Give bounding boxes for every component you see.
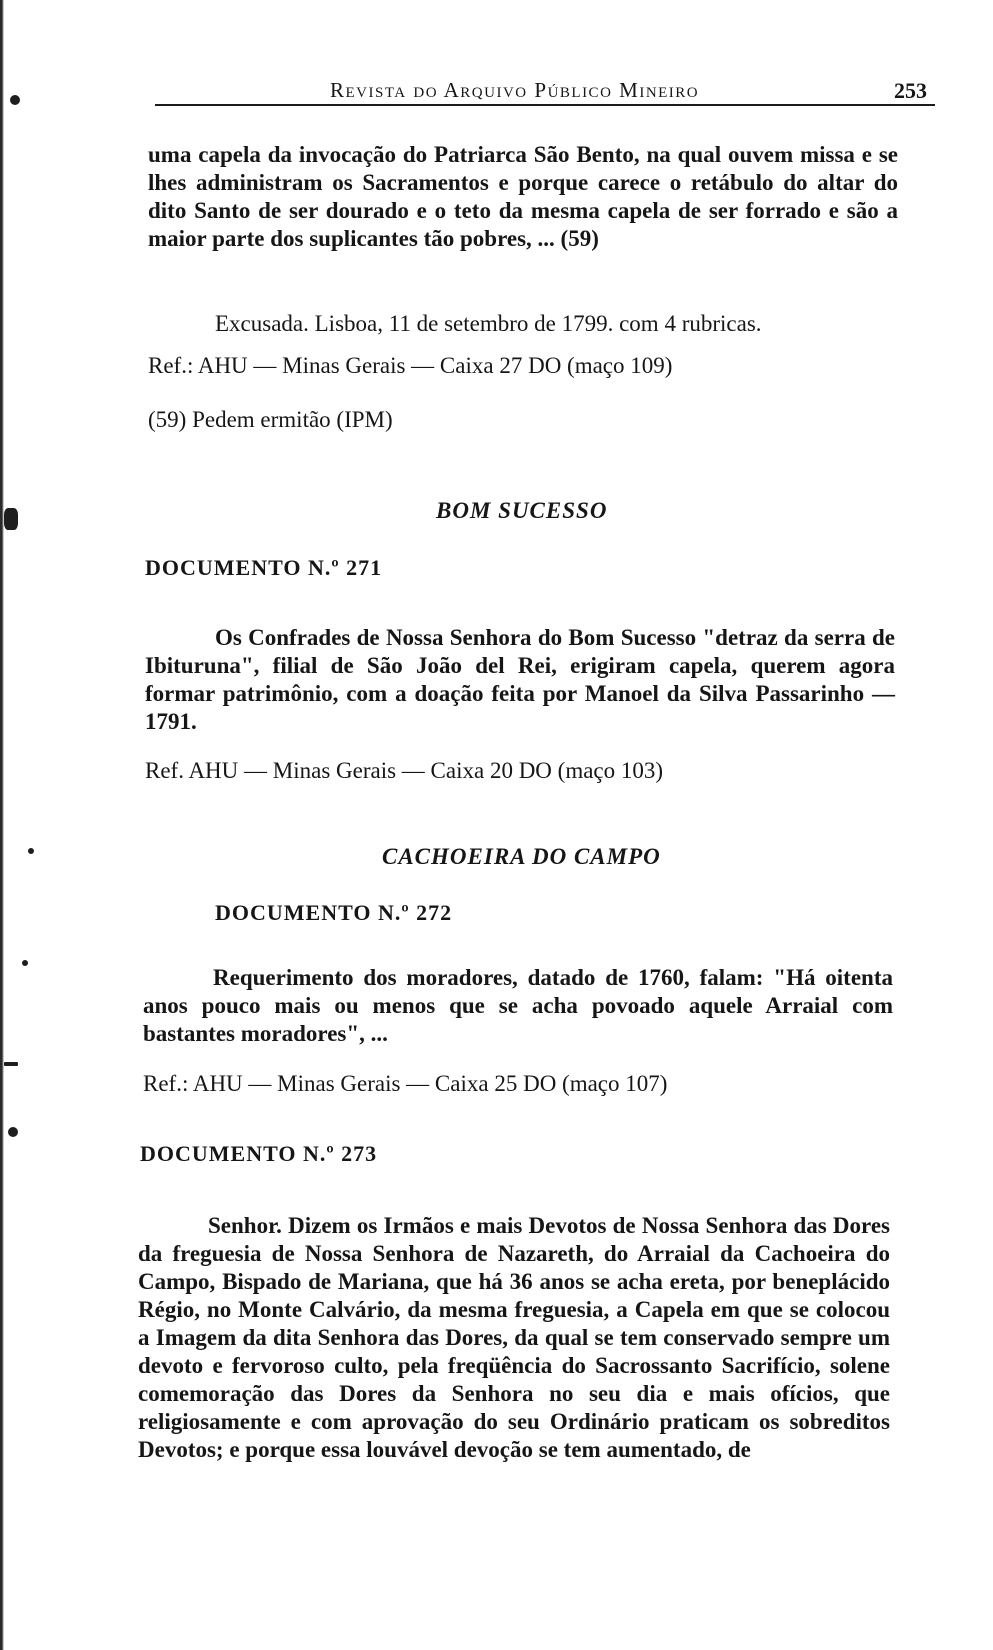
scan-left-edge [0,0,6,1650]
page-number: 253 [894,78,927,103]
footnote-59: (59) Pedem ermitão (IPM) [148,407,393,432]
document-heading-272: DOCUMENTO N.º 272 [215,900,453,925]
intro-paragraph: uma capela da invocação do Patriarca São Bento, na qual ouvem missa e se lhes administram os Sacramentos e porque carece o retábulo do altar do dito Santo de ser dourado e o teto da mesma capela de ser forrado e são a maior parte dos suplicantes tão pobres, ... (59) [148,142,898,251]
document-272-text: Requerimento dos moradores, datado de 1760, falam: "Há oitenta anos pouco mais ou menos que se acha povoado aquele Arraial com bastantes moradores", ... [143,965,893,1046]
document-273-text: Senhor. Dizem os Irmãos e mais Devotos de Nossa Senhora das Dores da freguesia de Nossa Senhora de Nazareth, do Arraial da Cachoeira do Campo, Bispado de Mariana, que há 36 anos se acha ereta, por beneplácido Régio, no Monte Calvário, da mesma freguesia, a Capela em que se colocou a Imagem da dita Senhora das Dores, da qual se tem conservado sempre um devoto e fervoroso culto, pela freqüência do Sacrossanto Sacrifício, solene comemoração das Dores da Senhora no seu dia e mais ofícios, que religiosamente e com aprovação do seu Ordinário praticam os sobreditos Devotos; e porque essa louvável devoção se tem aumentado, de [138,1213,890,1462]
running-head [155,72,935,106]
scan-speck [4,508,18,530]
scan-speck [8,1127,18,1137]
scan-speck [28,848,34,854]
journal-title: Revista do Arquivo Público Mineiro [330,78,700,102]
document-heading-271: DOCUMENTO N.º 271 [145,555,383,580]
document-heading-273: DOCUMENTO N.º 273 [140,1141,378,1166]
reference-line: Ref.: AHU — Minas Gerais — Caixa 27 DO (maço 109) [148,353,673,378]
scan-speck [22,960,28,966]
scan-speck [4,1062,18,1066]
document-271-reference: Ref. AHU — Minas Gerais — Caixa 20 DO (maço 103) [145,758,664,783]
scan-speck [10,95,20,105]
section-title-cachoeira-do-campo: CACHOEIRA DO CAMPO [382,844,661,869]
section-title-bom-sucesso: BOM SUCESSO [436,498,608,523]
despacho-line: Excusada. Lisboa, 11 de setembro de 1799. com 4 rubricas. [215,311,762,336]
document-272-reference: Ref.: AHU — Minas Gerais — Caixa 25 DO (maço 107) [143,1071,668,1096]
document-271-text: Os Confrades de Nossa Senhora do Bom Sucesso "detraz da serra de Ibituruna", filial de São João del Rei, erigiram capela, querem agora formar patrimônio, com a doação feita por Manoel da Silva Passarinho — 1791. [145,625,895,734]
